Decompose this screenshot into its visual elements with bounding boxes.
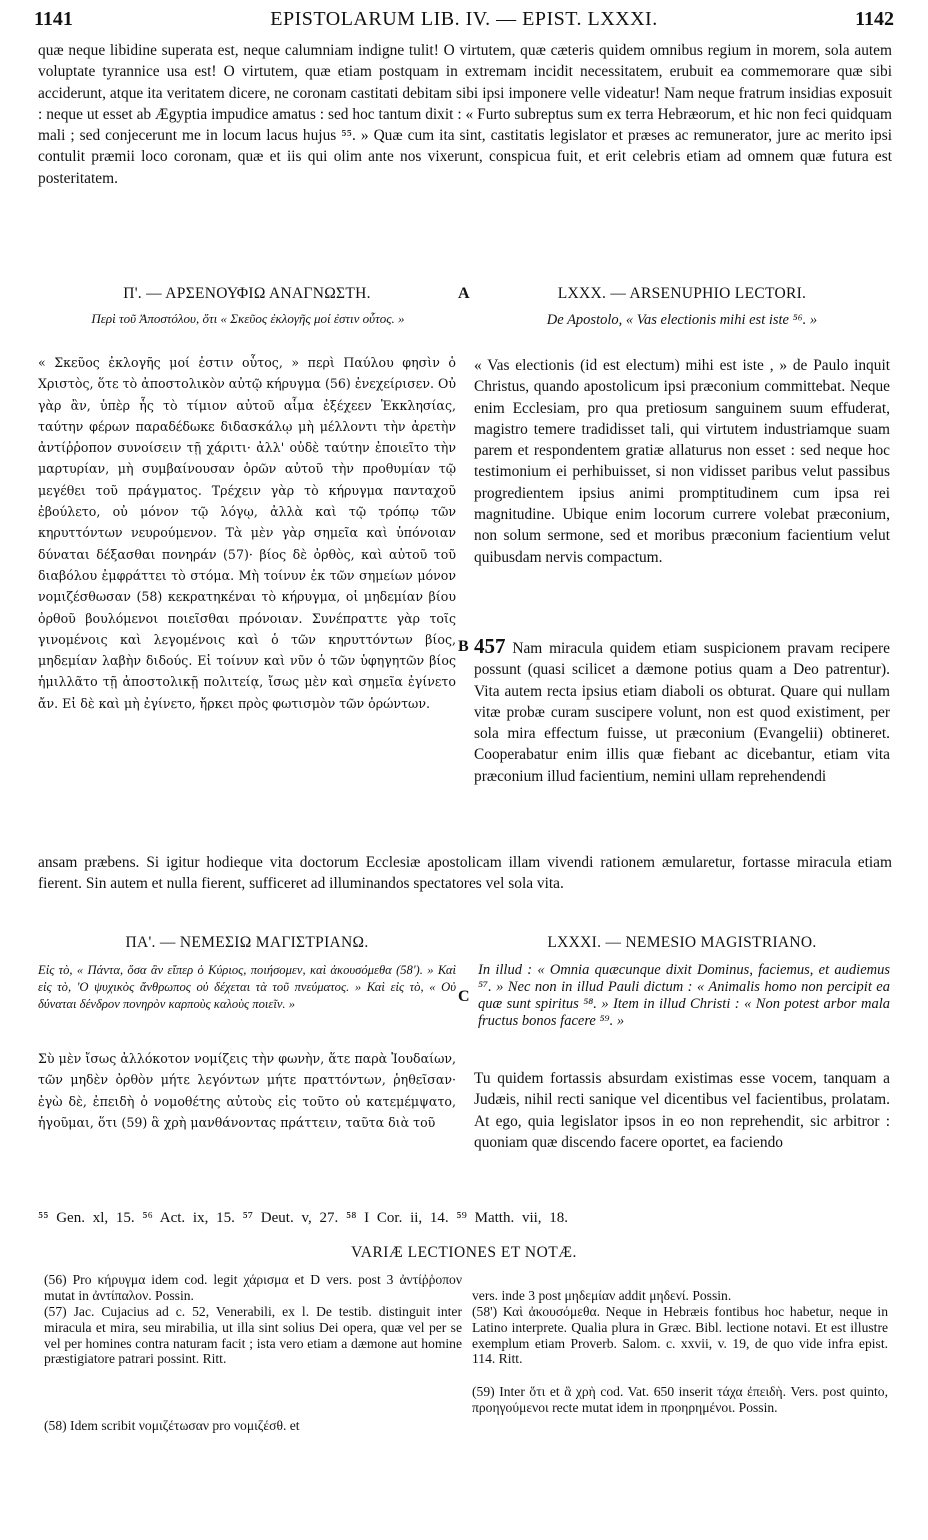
right-page-number: 1142 bbox=[855, 8, 894, 30]
letter81-latin-title: LXXXI. — NEMESIO MAGISTRIANO. bbox=[547, 934, 817, 951]
left-page-number: 1141 bbox=[34, 8, 73, 30]
letter80-latin-tail: ansam præbens. Si igitur hodieque vita doctorum Ecclesiæ apostolicam illam vivendi rationem æmularetur, fortasse miracula etiam fierent. Sin autem et nulla fierent, sufficeret ad illuminandos spectatores vel sola vita. bbox=[38, 854, 892, 893]
margin-mark-b: B bbox=[458, 638, 469, 655]
notes-title: VARIÆ LECTIONES ET NOTÆ. bbox=[351, 1244, 577, 1261]
note-58-prime: (58') Καὶ ἀκουσόμεθα. Neque in Hebræis fontibus hoc habetur, neque in Latino interprete. Qualia plura in Græc. Bibl. lectione notavi. Et est illustre exemplum etiam Proverb. Salom. c. xxvii, v. 19, de quo vide infra epist. 114. Ritt. bbox=[472, 1304, 888, 1367]
note-58-continued: vers. inde 3 post μηδεμίαν addit μηδενί. Possin. bbox=[472, 1288, 732, 1303]
letter80-latin-title: LXXX. — ARSENUPHIO LECTORI. bbox=[557, 285, 807, 302]
running-title: EPISTOLARUM LIB. IV. — EPIST. LXXXI. bbox=[270, 8, 658, 30]
letter80-latin-subtitle: De Apostolo, « Vas electionis mihi est iste ⁵⁶. » bbox=[546, 312, 818, 328]
letter81-latin-subtitle: In illud : « Omnia quæcunque dixit Dominus, faciemus, et audiemus ⁵⁷. » Nec non in illud Pauli dictum : « Animalis homo non percipit ea quæ sunt spiritus ⁵⁸. » Item in illud Christi : « Non potest arbor mala fructus bonos facere ⁵⁹. » bbox=[478, 962, 890, 1029]
letter80-latin-text-b-body: Nam miracula quidem etiam suspicionem pravam recipere possunt (quasi scilicet a dæmone potius quam a Deo patrentur). Vita autem recta ipsius etiam diaboli os obturat. Quare qui nullam vitæ probæ curam suscipere volunt, non est quod existiment, per sola mira effectum fuisse, ut præconium (Evangelii) obtineret. Cooperabatur enim illis quæ fiebant ac dicebantur, etiam vita præconium illud facientium, nemini ullam reprehendendi bbox=[474, 640, 890, 785]
letter80-greek-subtitle: Περὶ τοῦ Ἀποστόλου, ὅτι « Σκεῦος ἐκλογῆς μοί ἐστιν οὗτος. » bbox=[91, 311, 405, 326]
intro-paragraph: quæ neque libidine superata est, neque calumniam indigne tulit! O virtutem, quæ cæteris quidem omnibus regium in morem, sola autem voluptate tyrannice usa est! O virtutem, quæ etiam postquam in extremam incidit necessitatem, erubuit ea commemorare quæ sibi acciderunt, atque ita veritatem dicere, ne coronam castitati debitam sibi ipsi imponere velle videatur! Nam neque fratrum insidias exposuit : neque ut esset ab Ægyptia impudice amatus : sed hoc tantum dixit : « Furto subreptus sum ex terra Hebræorum, et hic non feci quidquam mali ; sed conjecerunt me in locum lacus hujus ⁵⁵. » Quæ cum ita sint, castitatis legislator et præses ac remunerator, jure ac merito ipsi contulit præmii loco coronam, quæ et iis qui olim ante nos vixerunt, conspicua fuit, et erit celebris etiam ad omnem quæ futura est posteritatem. bbox=[38, 42, 892, 187]
note-57: (57) Jac. Cujacius ad c. 52, Venerabili, ex l. De testib. distinguit inter miracula et mira, seu mirabilia, ut illa sint solius Dei opera, quæ vel per se vel per homines contra naturam facit ; ista vero etiam a dæmone aut homine præstigiatore patrari possint. Ritt. bbox=[44, 1304, 462, 1367]
letter80-greek-title: Π'. — ΑΡΣΕΝΟΥΦΙΩ ΑΝΑΓΝΩΣΤΗ. bbox=[123, 285, 371, 302]
margin-mark-a: A bbox=[458, 285, 470, 302]
note-58: (58) Idem scribit νομιζέτωσαν pro νομιζέσθ. et bbox=[44, 1418, 300, 1433]
note-59: (59) Inter ὅτι et ἃ χρὴ cod. Vat. 650 inserit τάχα ἐπειδὴ. Vers. post quinto, προηγούμενοι recte mutat idem in προηρημένοι. Possin. bbox=[472, 1384, 888, 1415]
column-number: 457 bbox=[474, 634, 506, 658]
margin-mark-c: C bbox=[458, 988, 470, 1005]
note-56: (56) Pro κήρυγμα idem cod. legit χάρισμα et D vers. post 3 ἀντίῤῥοπον mutat in ἀντίπαλον. Possin. bbox=[44, 1272, 462, 1303]
letter81-latin-text: Tu quidem fortassis absurdam existimas esse vocem, tanquam a Judæis, nihil recti sanique vel dicentibus vel facientibus, prolatam. At ego, quia legislator ipsos in eo non reprehendit, sic arbitror : quoniam quæ discendo facere oportet, ea faciendo bbox=[474, 1070, 890, 1151]
letter81-greek-text: Σὺ μὲν ἴσως ἀλλόκοτον νομίζεις τὴν φωνὴν, ἅτε παρὰ Ἰουδαίων, τῶν μηδὲν ὀρθὸν μήτε λεγόντων μήτε πραττόντων, ῥηθεῖσαν· ἐγὼ δὲ, ἐπειδὴ ὁ νομοθέτης αὐτοὺς εἰς τοῦτο οὐ κατεμέμψατο, ἡγοῦμαι, ὅτι (59) ἃ χρὴ μανθάνοντας πράττειν, ταῦτα διὰ τοῦ bbox=[38, 1051, 456, 1130]
letter80-latin-text-a: « Vas electionis (id est electum) mihi est iste , » de Paulo inquit Christus, quando apostolicum ipsi præconium committebat. Neque enim Ecclesiam, pro qua pretiosum sanguinem suum effuderat, magistro temere tradidisset tali, qui virtutem industriamque suam parem et respondentem gratiæ allaturus non esset : sed neque hoc testimonium ei perhibuisset, si non vidisset paribus velut passibus progredientem ipsius animi promptitudinem cum ipsa rei magnitudine. Ubique enim locorum currere volebat præconium, non solum sermone, sed et moribus præconium facientium velut quibusdam nervis compactum. bbox=[474, 357, 890, 566]
letter81-greek-subtitle: Εἰς τὸ, « Πάντα, ὅσα ἂν εἴπερ ὁ Κύριος, ποιήσομεν, καὶ ἀκουσόμεθα (58'). » Καὶ εἰς τὸ, 'Ο ψυχικὸς ἄνθρωπος οὐ δέχεται τὰ τοῦ πνεύματος. » Καὶ εἰς τὸ, « Οὐ δύναται δένδρον πονηρὸν καρποὺς καλοὺς ποιεῖν. » bbox=[38, 963, 456, 1011]
letter80-greek-text: « Σκεῦος ἐκλογῆς μοί ἐστιν οὗτος, » περὶ Παύλου φησὶν ὁ Χριστὸς, ὅτε τὸ ἀποστολικὸν αὐτῷ κήρυγμα (56) ἐνεχείρισεν. Οὐ γὰρ ἂν, ὑπὲρ ἧς τὸ τίμιον αὐτοῦ αἷμα ἐξέχεεν Ἐκκλησίας, ταύτην φέρων παραδέδωκε διδασκάλῳ μὴ μέλλοντι τὴν ἀρετὴν ἀντίῤῥοπον συνοίσειν τῇ χάριτι· ἀλλ' οὐδὲ ταύτην ἐποιεῖτο τὴν μαρτυρίαν, μὴ συμβαίνουσαν ὁρῶν αὐτοῦ τὴν προθυμίαν τῷ μεγέθει τοῦ πράγματος. Τρέχειν γὰρ τὸ κήρυγμα πανταχοῦ ἐβούλετο, οὐ μόνον τῷ λόγῳ, ἀλλὰ καὶ τῷ τρόπῳ τῶν κηρυττόντων νευρούμενον. Τὰ μὲν γὰρ σημεῖα καὶ ὑπόνοιαν δύναται δέξασθαι πονηράν (57)· βίος δὲ ὀρθὸς, καὶ αὐτοῦ τοῦ διαβόλου ἐμφράττει τὸ στόμα. Μὴ τοίνυν ἐκ τῶν σημείων μόνον νομιζέσθωσαν (58) κεκρατηκέναι τὸ κήρυγμα, οἱ μηδεμίαν βίου ὀρθοῦ βουλόμενοι ποιεῖσθαι πρόνοιαν. Συνέπραττε γὰρ τοῖς γινομένοις καὶ λεγομένοις καὶ ὁ τῶν κηρυττόντων βίος, μηδεμίαν λαβὴν διδούς. Εἰ τοίνυν καὶ νῦν ὁ τῶν ὑφηγητῶν βίος ἡμιλλᾶτο τῇ ἀποστολικῇ πολιτείᾳ, ἴσως μὲν καὶ σημεῖα ἐγίνετο ἄν. Εἰ δὲ καὶ μὴ ἐγίνετο, ἤρκει πρὸς φωτισμὸν τῶν ὁρώντων. bbox=[38, 355, 456, 711]
letter81-greek-title: ΠΑ'. — ΝΕΜΕΣΙΩ ΜΑΓΙΣΤΡΙΑΝΩ. bbox=[125, 934, 369, 951]
letter80-latin-text-b bbox=[474, 636, 890, 787]
scripture-references: ⁵⁵ Gen. xl, 15. ⁵⁶ Act. ix, 15. ⁵⁷ Deut. v, 27. ⁵⁸ I Cor. ii, 14. ⁵⁹ Matth. vii, 18. bbox=[38, 1210, 569, 1226]
running-header bbox=[34, 8, 894, 38]
